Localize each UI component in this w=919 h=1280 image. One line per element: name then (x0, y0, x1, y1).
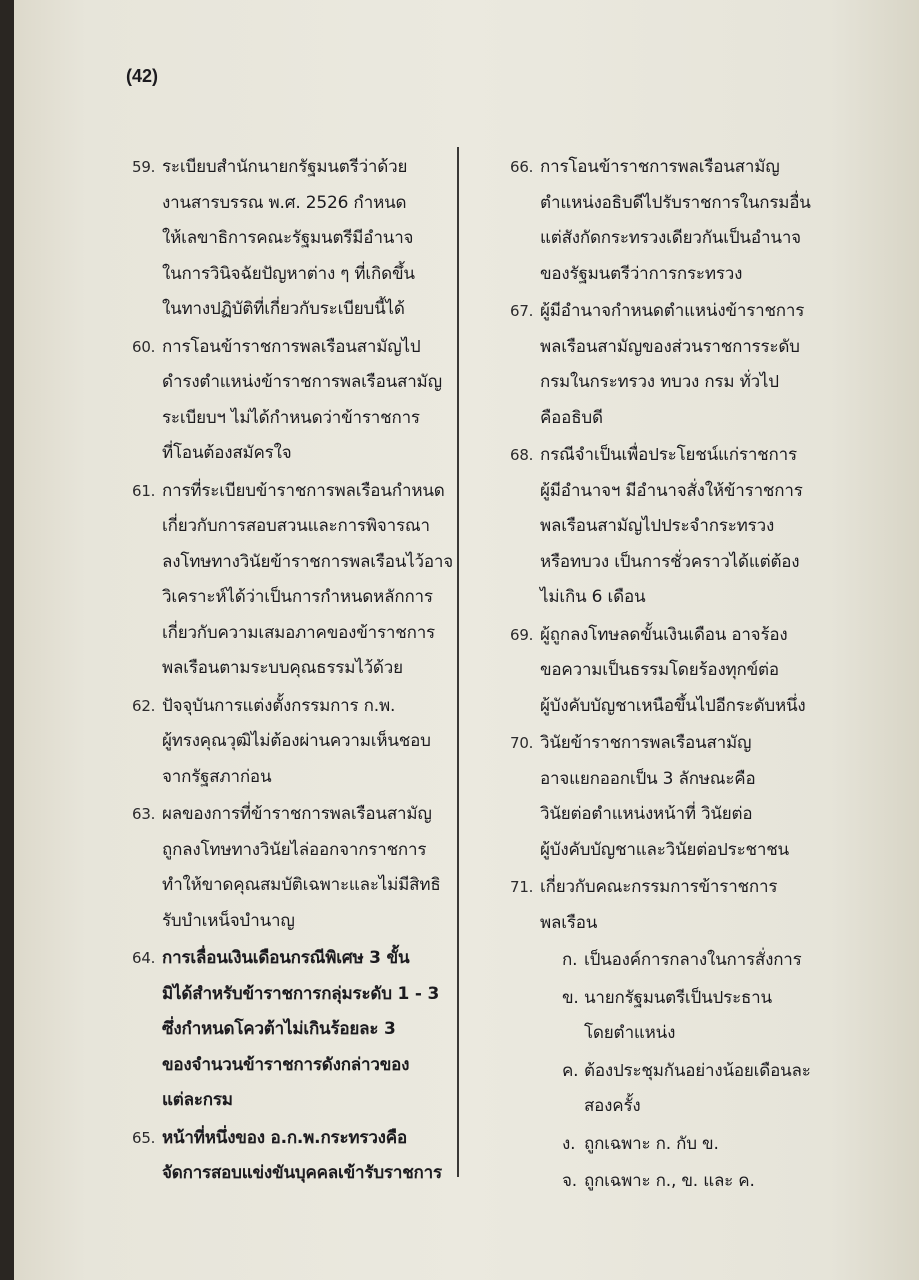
question-number: 70. (510, 734, 534, 752)
question-text-line (510, 150, 810, 186)
question-text-line (132, 150, 450, 186)
question-item (132, 797, 450, 939)
question-text: งานสารบรรณ พ.ศ. 2526 กำหนด (162, 192, 407, 213)
question-text: ทำให้ขาดคุณสมบัติเฉพาะและไม่มีสิทธิ (162, 875, 441, 895)
question-text-line (132, 1121, 450, 1157)
question-text-line (510, 474, 810, 510)
question-text-line (132, 545, 454, 581)
question-text-line (132, 474, 450, 510)
question-number: 68. (510, 446, 534, 464)
question-item (132, 689, 450, 796)
question-text: คืออธิบดี (540, 407, 603, 428)
question-number: 59. (132, 158, 156, 176)
question-text-line (132, 436, 450, 472)
question-text-line (510, 545, 810, 581)
question-text-line (510, 653, 810, 689)
question-text-line (510, 438, 810, 474)
question-text: มิได้สำหรับข้าราชการกลุ่มระดับ 1 - 3 (162, 983, 440, 1004)
question-text-line (132, 797, 450, 833)
question-number: 69. (510, 625, 534, 644)
question-text-line (510, 797, 810, 833)
question-text-line (510, 401, 810, 437)
question-text: ไม่เกิน 6 เดือน (540, 587, 646, 607)
question-text-line (510, 618, 810, 654)
question-text-line (132, 1048, 450, 1084)
answer-option-label: ก. (562, 950, 578, 970)
question-text-line (510, 906, 810, 942)
question-item (510, 294, 810, 436)
question-text: วินัยข้าราชการพลเรือนสามัญ (540, 733, 752, 753)
question-text: รับบำเหน็จบำนาญ (162, 910, 295, 931)
question-text: ให้เลขาธิการคณะรัฐมนตรีมีอำนาจ (162, 228, 414, 248)
question-text: การโอนข้าราชการพลเรือนสามัญ (540, 157, 780, 177)
question-text: การเลื่อนเงินเดือนกรณีพิเศษ 3 ขั้น (162, 948, 410, 968)
question-text-line (132, 221, 450, 257)
question-text-line (510, 870, 810, 906)
question-item (510, 618, 810, 725)
question-text: ปัจจุบันการแต่งตั้งกรรมการ ก.พ. (162, 695, 396, 716)
question-number: 63. (132, 805, 156, 823)
question-text-line (132, 365, 450, 401)
question-text-line (132, 1156, 450, 1192)
question-number: 61. (132, 481, 156, 500)
question-item (132, 941, 450, 1119)
answer-option-text: นายกรัฐมนตรีเป็นประธาน (584, 987, 772, 1008)
answer-option (510, 943, 810, 979)
question-text: จัดการสอบแข่งขันบุคคลเข้ารับราชการ (162, 1163, 442, 1183)
question-number: 64. (132, 949, 156, 967)
question-text-line (132, 868, 450, 904)
question-text: ระเบียบสำนักนายกรัฐมนตรีว่าด้วย (162, 157, 408, 177)
answer-option-label: ค. (562, 1060, 579, 1081)
question-text: ในทางปฏิบัติที่เกี่ยวกับระเบียบนี้ได้ (162, 299, 405, 319)
answer-option-line (510, 943, 810, 979)
question-text: ผลของการที่ข้าราชการพลเรือนสามัญ (162, 804, 432, 824)
answer-option-text: เป็นองค์การกลางในการสั่งการ (584, 950, 802, 970)
question-number: 65. (132, 1128, 156, 1147)
answer-option-line (510, 1127, 810, 1163)
question-text-line (132, 186, 450, 222)
question-text: กรมในกระทรวง ทบวง กรม ทั่วไป (540, 372, 779, 392)
answer-option-label: ง. (562, 1133, 576, 1154)
book-page (14, 0, 919, 1280)
question-text-line (510, 186, 810, 222)
answer-option-line (510, 1054, 810, 1090)
question-text: ผู้ถูกลงโทษลดขั้นเงินเดือน อาจร้อง (540, 624, 788, 645)
question-text-line (132, 941, 450, 977)
question-text-line (132, 760, 450, 796)
question-item (132, 150, 450, 328)
question-text-line (132, 904, 450, 940)
answer-option-label: ข. (562, 987, 579, 1008)
question-text: ดำรงตำแหน่งข้าราชการพลเรือนสามัญ (162, 372, 442, 392)
question-item (132, 1121, 450, 1192)
question-number: 71. (510, 878, 534, 896)
question-text-line (132, 1012, 450, 1048)
question-text: แต่ละกรม (162, 1090, 233, 1110)
left-column (132, 150, 454, 1194)
question-text: วินัยต่อตำแหน่งหน้าที่ วินัยต่อ (540, 804, 753, 824)
question-text-line (132, 616, 450, 652)
question-item (510, 150, 810, 292)
question-text: หรือทบวง เป็นการชั่วคราวได้แต่ต้อง (540, 551, 800, 572)
page-number: (42) (126, 66, 159, 86)
question-text-line (132, 1083, 450, 1119)
question-text: ผู้มีอำนาจฯ มีอำนาจสั่งให้ข้าราชการ (540, 480, 803, 501)
question-text: วิเคราะห์ได้ว่าเป็นการกำหนดหลักการ (162, 587, 433, 607)
question-text: ตำแหน่งอธิบดีไปรับราชการในกรมอื่น (540, 192, 811, 213)
question-text: ที่โอนต้องสมัครใจ (162, 443, 292, 463)
question-text-line (510, 257, 810, 293)
question-number: 66. (510, 158, 534, 176)
answer-option-text: ถูกเฉพาะ ก. กับ ข. (584, 1133, 719, 1154)
question-text: ของจำนวนข้าราชการดังกล่าวของ (162, 1054, 410, 1075)
answer-option (510, 1127, 810, 1163)
answer-option-text: โดยตำแหน่ง (584, 1023, 676, 1043)
question-text: ผู้มีอำนาจกำหนดตำแหน่งข้าราชการ (540, 301, 805, 321)
question-text-line (132, 689, 450, 725)
question-text: ผู้บังคับบัญชาและวินัยต่อประชาชน (540, 839, 789, 860)
question-text-line (510, 330, 810, 366)
question-text: แต่สังกัดกระทรวงเดียวกันเป็นอำนาจ (540, 228, 801, 248)
question-text-line (132, 257, 450, 293)
answer-option-line (510, 1016, 810, 1052)
question-number: 60. (132, 337, 156, 356)
question-text-line (132, 724, 450, 760)
column-divider (457, 147, 459, 1177)
question-text: พลเรือนสามัญของส่วนราชการระดับ (540, 336, 800, 357)
question-text-line (510, 689, 810, 725)
question-text: ผู้ทรงคุณวุฒิไม่ต้องผ่านความเห็นชอบ (162, 731, 431, 751)
question-text-line (510, 221, 810, 257)
question-text: อาจแยกออกเป็น 3 ลักษณะคือ (540, 768, 756, 789)
question-item (132, 474, 454, 687)
question-text: จากรัฐสภาก่อน (162, 766, 272, 787)
question-number: 67. (510, 302, 534, 320)
question-text: ถูกลงโทษทางวินัยไล่ออกจากราชการ (162, 839, 427, 860)
answer-option (510, 1054, 810, 1125)
question-item (510, 438, 810, 616)
question-text: พลเรือนตามระบบคุณธรรมไว้ด้วย (162, 658, 403, 678)
question-text: กรณีจำเป็นเพื่อประโยชน์แก่ราชการ (540, 445, 797, 465)
question-text-line (510, 833, 810, 869)
right-column (510, 150, 810, 1202)
question-text: ในการวินิจฉัยปัญหาต่าง ๆ ที่เกิดขึ้น (162, 263, 415, 284)
answer-option-text: ถูกเฉพาะ ก., ข. และ ค. (584, 1171, 755, 1191)
question-text-line (510, 509, 810, 545)
question-text-line (510, 365, 810, 401)
question-text: ซึ่งกำหนดโควต้าไม่เกินร้อยละ 3 (162, 1019, 396, 1039)
question-text-line (132, 580, 450, 616)
answer-option-text: สองครั้ง (584, 1096, 641, 1116)
question-text-line (132, 330, 450, 366)
answer-option-line (510, 1089, 810, 1125)
question-text: การที่ระเบียบข้าราชการพลเรือนกำหนด (162, 480, 445, 501)
question-text: เกี่ยวกับการสอบสวนและการพิจารณา (162, 516, 430, 536)
question-text: ลงโทษทางวินัยข้าราชการพลเรือนไว้อาจ (162, 551, 454, 572)
answer-option-line (510, 1164, 810, 1200)
question-text: พลเรือนสามัญไปประจำกระทรวง (540, 516, 775, 536)
question-text: ขอความเป็นธรรมโดยร้องทุกข์ต่อ (540, 660, 779, 680)
answer-option-text: ต้องประชุมกันอย่างน้อยเดือนละ (584, 1060, 811, 1081)
question-text-line (132, 292, 450, 328)
question-text: ผู้บังคับบัญชาเหนือขึ้นไปอีกระดับหนึ่ง (540, 695, 806, 716)
question-text: พลเรือน (540, 912, 598, 933)
question-text-line (510, 580, 810, 616)
question-number: 62. (132, 696, 156, 715)
answer-option (510, 1164, 810, 1200)
answer-option-line (510, 981, 810, 1017)
question-text: เกี่ยวกับคณะกรรมการข้าราชการ (540, 877, 778, 897)
question-text-line (510, 726, 810, 762)
answer-option (510, 981, 810, 1052)
question-text: การโอนข้าราชการพลเรือนสามัญไป (162, 336, 421, 357)
question-text: ของรัฐมนตรีว่าการกระทรวง (540, 263, 743, 284)
question-item (510, 726, 810, 868)
question-text-line (510, 762, 810, 798)
question-text-line (132, 509, 450, 545)
question-text: ระเบียบฯ ไม่ได้กำหนดว่าข้าราชการ (162, 407, 420, 428)
question-text: เกี่ยวกับความเสมอภาคของข้าราชการ (162, 622, 435, 643)
answer-option-label: จ. (562, 1171, 577, 1191)
question-text: หน้าที่หนึ่งของ อ.ก.พ.กระทรวงคือ (162, 1127, 407, 1148)
question-text-line (132, 401, 450, 437)
question-item (132, 330, 450, 472)
question-text-line (132, 977, 450, 1013)
question-text-line (510, 294, 810, 330)
question-item (510, 870, 810, 941)
question-text-line (132, 651, 450, 687)
question-text-line (132, 833, 450, 869)
